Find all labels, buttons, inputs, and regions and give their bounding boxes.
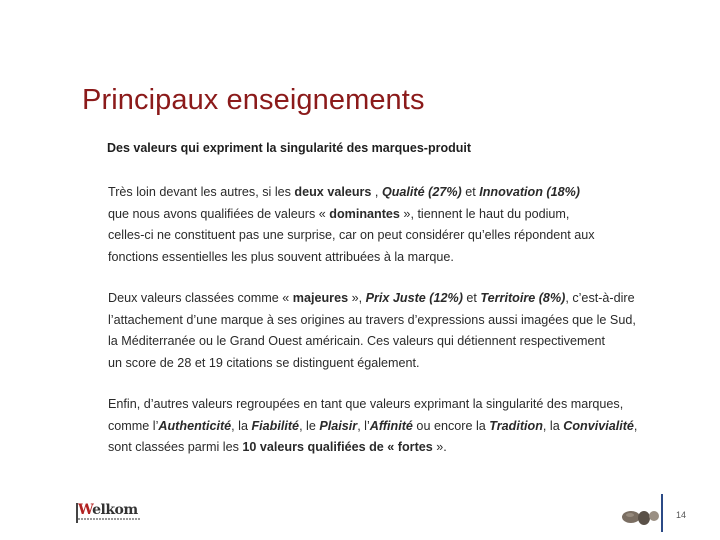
section-subtitle: Des valeurs qui expriment la singularité des marques-produit	[107, 141, 471, 155]
logo-tagline	[78, 518, 140, 520]
text-line: fonctions essentielles les plus souvent attribuées à la marque.	[108, 249, 454, 264]
text-line: l’attachement d’une marque à ses origines au travers d’expressions aussi imagées que le Sud,	[108, 312, 636, 327]
welkom-logo	[76, 502, 146, 524]
paragraph-dominant-values	[108, 182, 688, 268]
text-line: que nous avons qualifiées de valeurs « dominantes », tiennent le haut du podium,	[108, 206, 570, 221]
footer-divider	[661, 494, 663, 532]
paragraph-major-values	[108, 288, 688, 374]
text-line: Très loin devant les autres, si les deux valeurs , Qualité (27%) et Innovation (18%)	[108, 185, 580, 199]
text-line: celles-ci ne constituent pas une surprise, car on peut considérer qu’elles répondent aux	[108, 228, 595, 242]
slide-title: Principaux enseignements	[82, 84, 425, 116]
logo-text: Welkom	[78, 502, 138, 518]
text-line: comme l’Authenticité, la Fiabilité, le Plaisir, l’Affinité ou encore la Tradition, la Convivialité,	[108, 418, 638, 433]
paragraph-strong-values	[108, 394, 688, 459]
pebbles-icon	[620, 502, 664, 530]
text-line: Enfin, d’autres valeurs regroupées en tant que valeurs exprimant la singularité des marques,	[108, 397, 624, 411]
text-line: Deux valeurs classées comme « majeures », Prix Juste (12%) et Territoire (8%), c’est-à-dire	[108, 291, 635, 305]
text-line: la Méditerranée ou le Grand Ouest américain. Ces valeurs qui détiennent respectivement	[108, 334, 606, 348]
text-line: un score de 28 et 19 citations se distinguent également.	[108, 355, 420, 370]
page-number: 14	[676, 510, 687, 520]
text-line: sont classées parmi les 10 valeurs qualifiées de « fortes ».	[108, 440, 447, 454]
